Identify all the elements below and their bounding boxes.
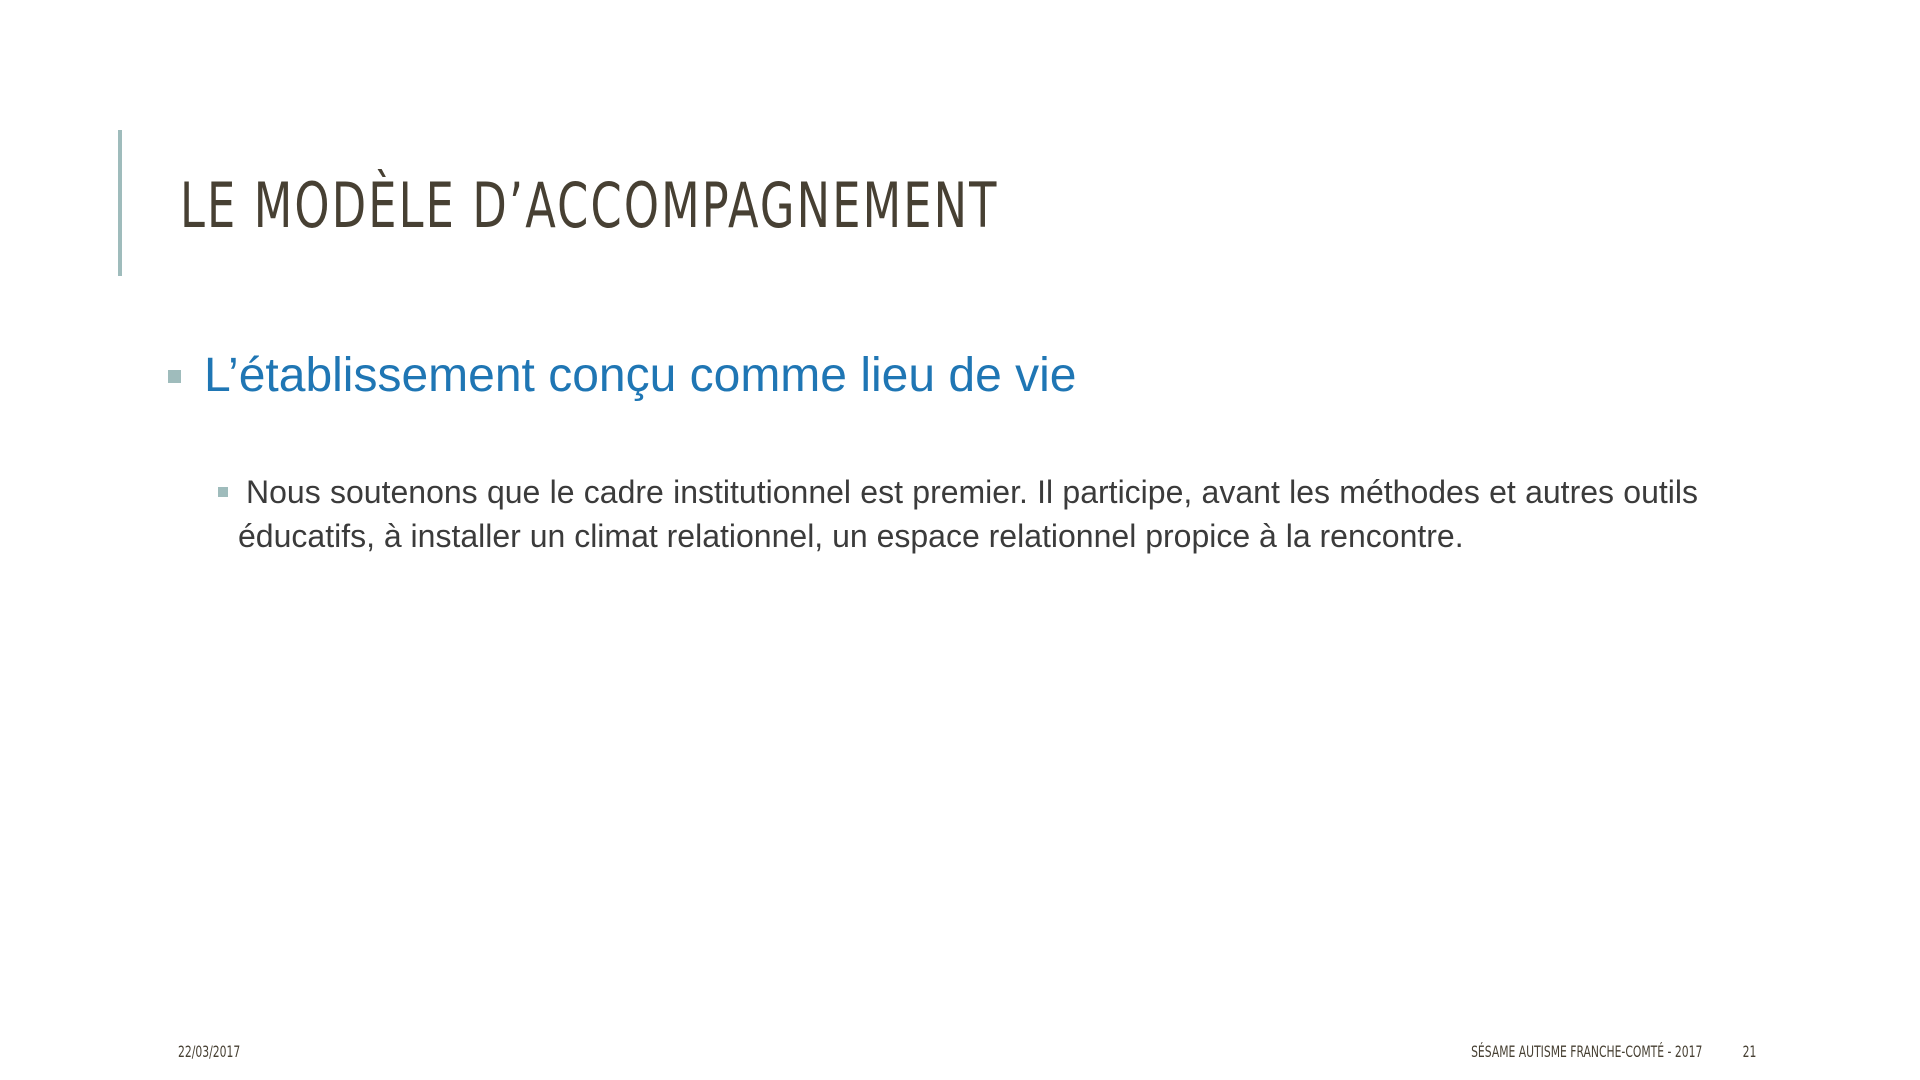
- footer-date: 22/03/2017: [178, 1042, 241, 1061]
- bullet-level1: [168, 344, 1728, 408]
- footer-page-number: 21: [1742, 1042, 1756, 1061]
- slide-title: LE MODÈLE D’ACCOMPAGNEMENT: [180, 169, 999, 242]
- bullet-level2-text: Nous soutenons que le cadre institutionnel est premier. Il participe, avant les méthodes et autres outils éducatifs, à installer un climat relationnel, un espace relationnel propice à la rencontre.: [238, 474, 1698, 554]
- title-accent-bar: [118, 130, 122, 276]
- square-bullet-icon: [168, 370, 181, 383]
- bullet-level1-text: L’établissement conçu comme lieu de vie: [204, 349, 1077, 402]
- footer-organization: SÉSAME AUTISME FRANCHE-COMTÉ - 2017: [1470, 1042, 1702, 1061]
- bullet-level2: [218, 470, 1698, 558]
- square-bullet-icon: [218, 487, 228, 497]
